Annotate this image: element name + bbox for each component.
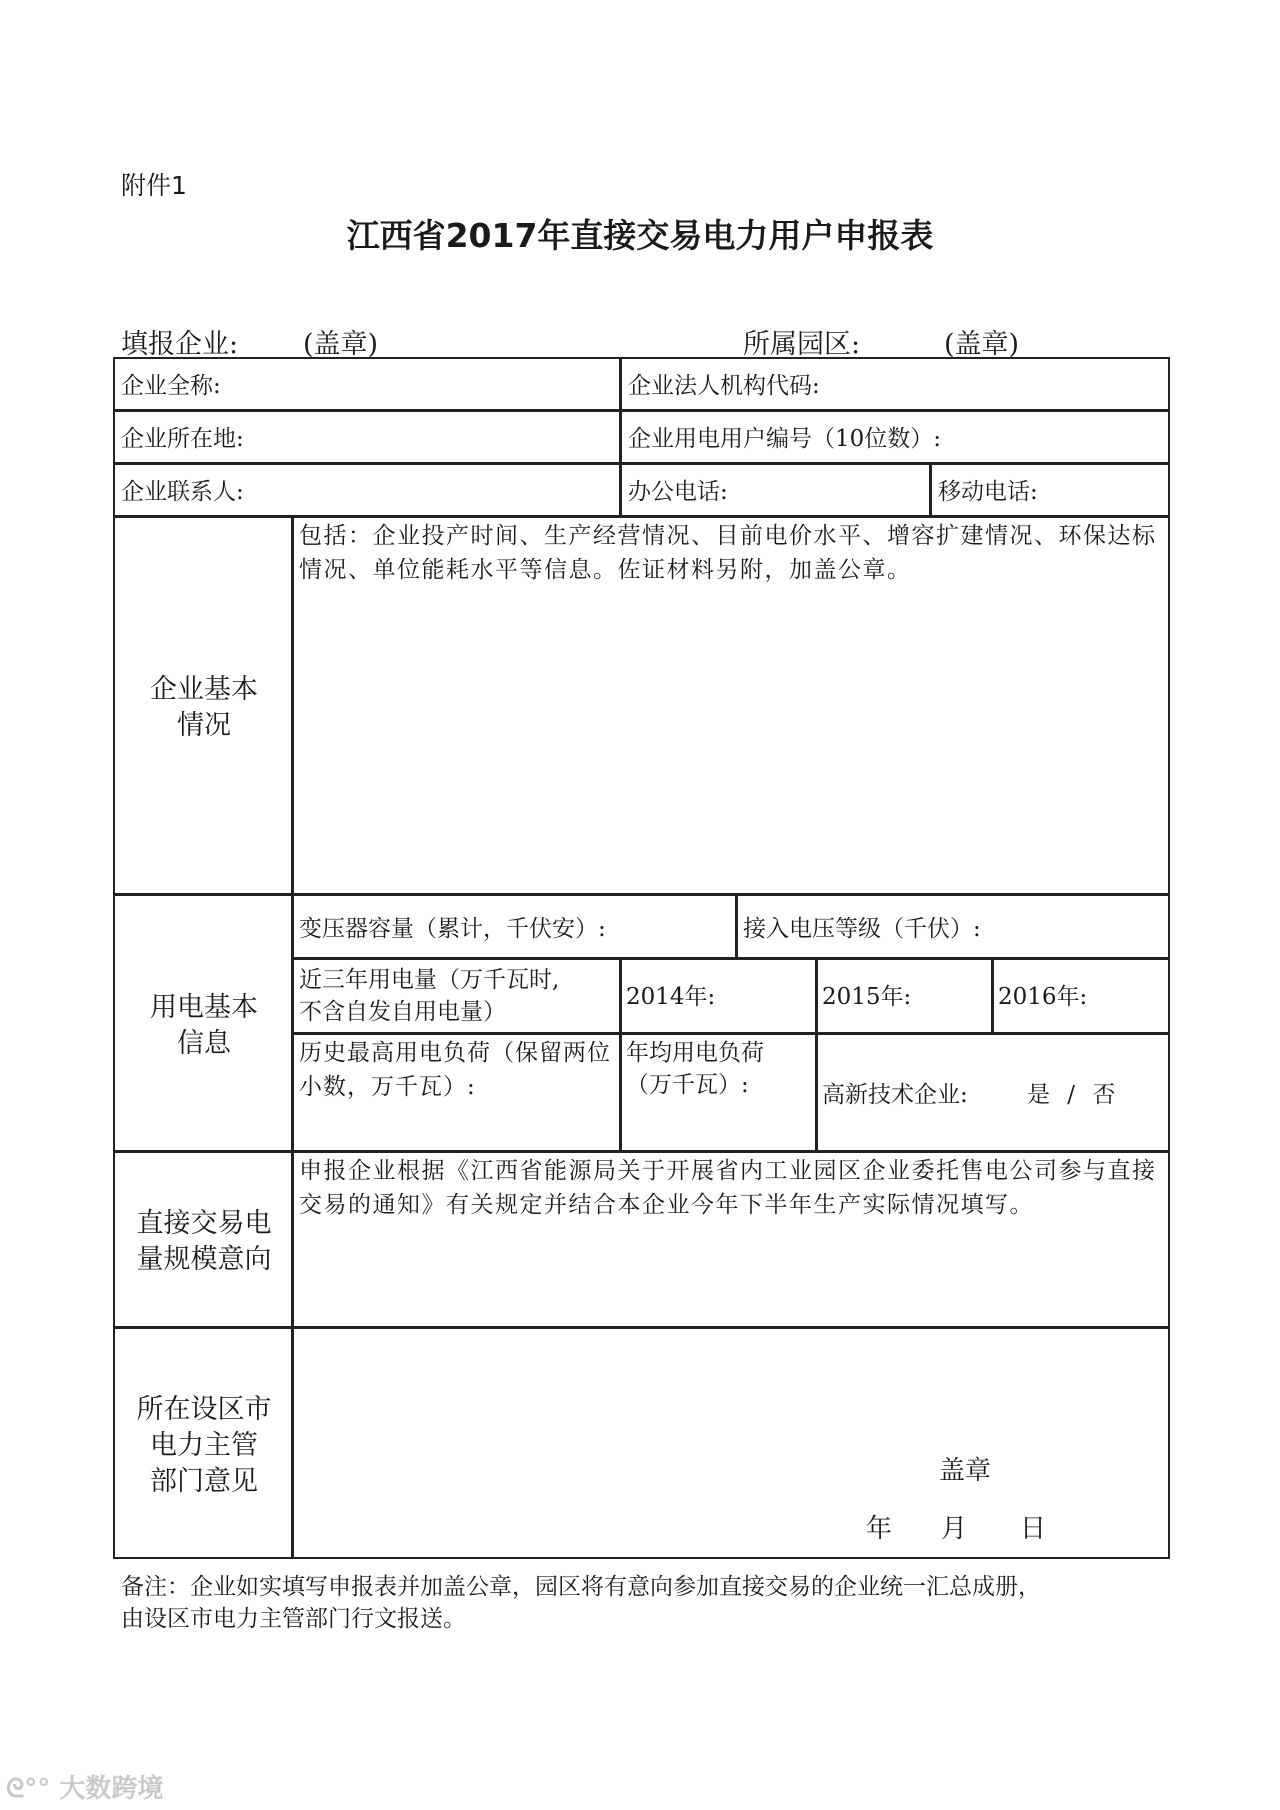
transformer-capacity-label: 变压器容量（累计，千伏安）: [299,916,606,942]
date-day-label: 日 [1020,1514,1047,1544]
contact-person-label: 企业联系人: [121,479,244,505]
filling-company-label: 填报企业: [121,329,239,360]
authority-label-line3: 部门意见 [150,1466,258,1497]
trade-intent-instructions: 申报企业根据《江西省能源局关于开展省内工业园区企业委托售电公司参与直接交易的通知》有关规定并结合本企业今年下半年生产实际情况填写。 [299,1158,1157,1218]
date-year-label: 年 [866,1514,893,1544]
page-title: 江西省2017年直接交易电力用户申报表 [346,216,934,255]
avg-load-label-line2: （万千瓦）: [626,1072,749,1098]
watermark-text: 大数跨境 [59,1774,164,1804]
trade-intent-label [114,1206,294,1278]
trade-intent-label-line2: 量规模意向 [136,1244,272,1275]
basic-info-label-line2: 情况 [177,710,231,741]
park-label: 所属园区: [743,329,861,360]
attachment-label: 附件1 [121,171,187,200]
authority-label-line2: 电力主管 [150,1430,258,1461]
peak-load-label: 历史最高用电负荷（保留两位小数，万千瓦）: [299,1040,611,1100]
basic-info-label [114,672,294,744]
power-info-label-line2: 信息 [177,1028,231,1059]
trade-intent-label-line1: 直接交易电 [136,1208,272,1239]
basic-info-instructions: 包括：企业投产时间、生产经营情况、目前电价水平、增容扩建情况、环保达标情况、单位能耗水平等信息。佐证材料另附，加盖公章。 [299,523,1157,583]
company-address-label: 企业所在地: [121,426,244,452]
legal-org-code-label: 企业法人机构代码: [628,373,820,399]
avg-load-label-line1: 年均用电负荷 [626,1040,764,1066]
mobile-phone-label: 移动电话: [938,479,1038,505]
authority-label [114,1392,294,1500]
note-line1: 备注：企业如实填写申报表并加盖公章，园区将有意向参加直接交易的企业统一汇总成册， [121,1574,1041,1600]
watermark-logo [6,1768,163,1805]
high-tech-options[interactable]: 是 / 否 [1027,1082,1116,1108]
company-full-name-label: 企业全称: [121,373,221,399]
year-2014-label: 2014年: [626,984,716,1010]
power-info-label-line1: 用电基本 [150,992,258,1023]
basic-info-label-line1: 企业基本 [150,674,258,705]
date-month-label: 月 [941,1514,968,1544]
three-year-usage-label-line2: 不含自发自用电量） [299,999,506,1025]
high-tech-label: 高新技术企业: [822,1082,968,1108]
filling-company-seal: (盖章) [303,329,379,360]
watermark-icon: ᘓ°° [6,1774,51,1804]
power-account-no-label: 企业用电用户编号（10位数）: [628,426,942,452]
authority-seal-label: 盖章 [939,1456,992,1486]
three-year-usage-label-line1: 近三年用电量（万千瓦时, [299,967,560,993]
park-seal: (盖章) [944,329,1020,360]
voltage-level-label: 接入电压等级（千伏）: [743,916,981,942]
power-info-label [114,990,294,1062]
authority-label-line1: 所在设区市 [136,1394,272,1425]
year-2016-label: 2016年: [998,984,1088,1010]
note-line2: 由设区市电力主管部门行文报送。 [121,1606,466,1632]
year-2015-label: 2015年: [822,984,912,1010]
office-phone-label: 办公电话: [628,479,728,505]
